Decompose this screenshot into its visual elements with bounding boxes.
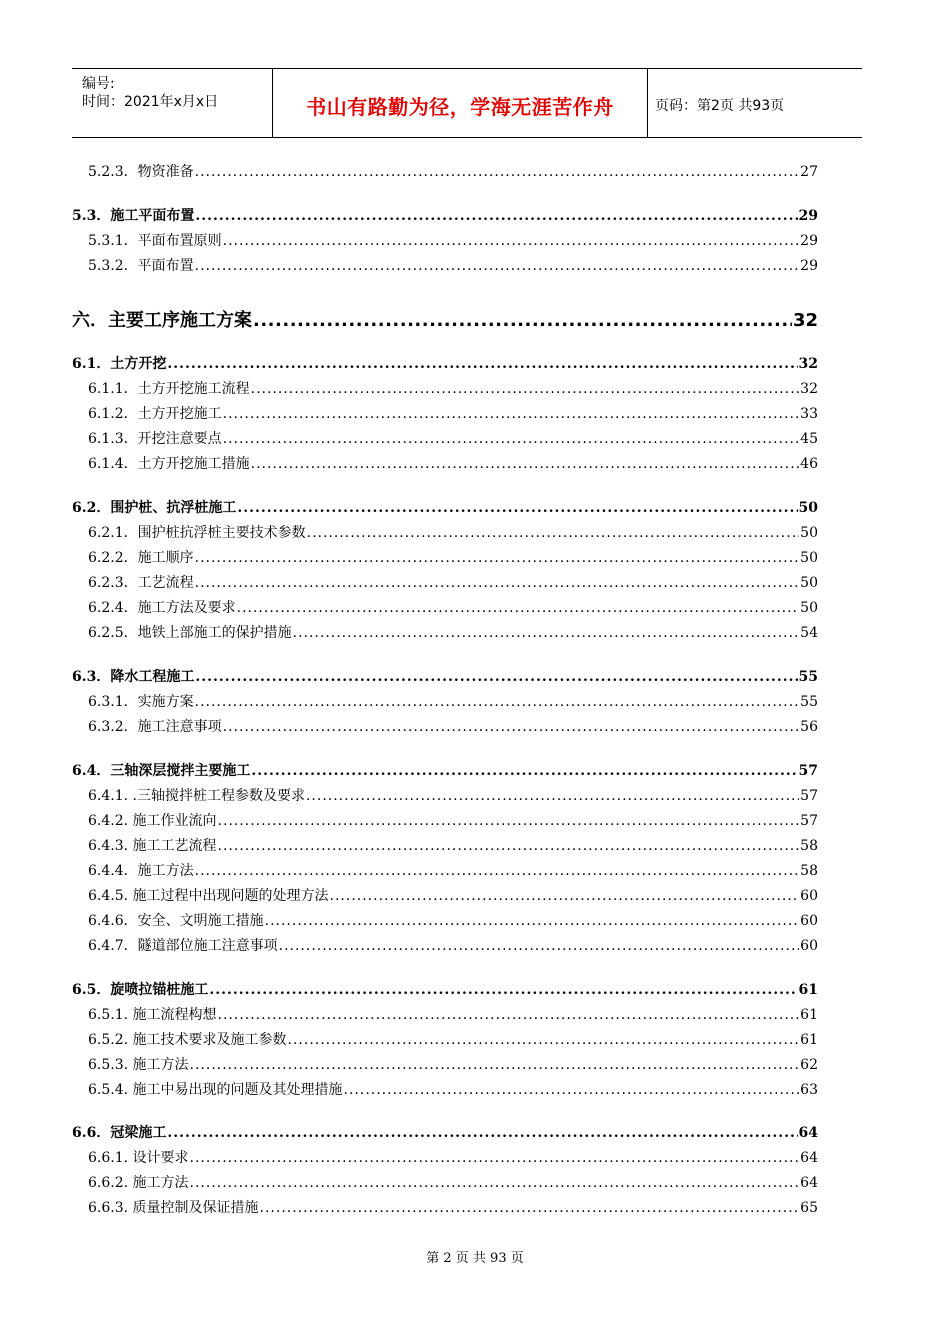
toc-leader — [344, 1082, 800, 1098]
toc-leader — [195, 694, 800, 710]
toc-leader — [190, 1150, 800, 1166]
header-motto-cell — [272, 69, 648, 137]
toc-leader — [237, 500, 797, 516]
toc-entry-label: 5.3．施工平面布置 — [72, 208, 195, 224]
toc-entry-page: 57 — [800, 813, 818, 829]
toc-leader — [251, 763, 797, 779]
toc-entry[interactable] — [72, 353, 818, 373]
toc-entry-page: 50 — [800, 575, 818, 591]
toc-entry[interactable] — [72, 760, 818, 780]
toc-chapter-entry[interactable] — [72, 306, 818, 332]
toc-entry-page: 54 — [800, 625, 818, 641]
toc-entry-page: 62 — [800, 1057, 818, 1073]
toc-entry[interactable] — [72, 666, 818, 686]
toc-entry[interactable] — [72, 205, 818, 225]
document-number-label: 编号: — [82, 76, 115, 92]
toc-leader — [195, 863, 800, 879]
toc-leader — [218, 838, 800, 854]
toc-entry[interactable] — [88, 885, 818, 905]
toc-entry[interactable] — [88, 691, 818, 711]
toc-entry[interactable] — [88, 547, 818, 567]
toc-entry[interactable] — [88, 1029, 818, 1049]
toc-entry[interactable] — [88, 1197, 818, 1217]
toc-entry-label: 6.4.2. 施工作业流向 — [88, 813, 217, 829]
toc-entry-page: 64 — [800, 1150, 818, 1166]
toc-entry-page: 27 — [800, 164, 818, 180]
toc-entry-label: 六．主要工序施工方案 — [72, 310, 252, 331]
toc-entry-page: 63 — [800, 1082, 818, 1098]
toc-entry-page: 56 — [800, 719, 818, 735]
toc-entry[interactable] — [88, 428, 818, 448]
toc-entry-label: 6.3.2．施工注意事项 — [88, 719, 222, 735]
toc-entry-label: 6.5．旋喷拉锚桩施工 — [72, 982, 209, 998]
toc-leader — [293, 625, 800, 641]
toc-entry-label: 5.2.3．物资准备 — [88, 164, 194, 180]
toc-entry[interactable] — [88, 1147, 818, 1167]
toc-entry-label: 6.2．围护桩、抗浮桩施工 — [72, 500, 237, 516]
toc-entry[interactable] — [88, 403, 818, 423]
toc-entry[interactable] — [88, 835, 818, 855]
toc-entry-page: 55 — [800, 694, 818, 710]
toc-entry[interactable] — [88, 716, 818, 736]
toc-entry[interactable] — [88, 935, 818, 955]
toc-entry-label: 6.4.3. 施工工艺流程 — [88, 838, 217, 854]
toc-entry-page: 64 — [798, 1125, 818, 1141]
toc-entry[interactable] — [88, 1079, 818, 1099]
toc-entry-label: 6.2.4．施工方法及要求 — [88, 600, 236, 616]
toc-entry[interactable] — [88, 572, 818, 592]
toc-entry-page: 60 — [800, 888, 818, 904]
toc-entry-page: 32 — [792, 310, 818, 331]
toc-entry-page: 61 — [800, 1032, 818, 1048]
header-page-code: 页码：第2页 共93页 — [655, 98, 785, 114]
toc-entry-label: 6.4.7．隧道部位施工注意事项 — [88, 938, 278, 954]
toc-leader — [265, 913, 800, 929]
toc-entry-label: 6.2.1．围护桩抗浮桩主要技术参数 — [88, 525, 306, 541]
toc-entry[interactable] — [88, 230, 818, 250]
toc-entry[interactable] — [88, 597, 818, 617]
toc-entry-page: 61 — [798, 982, 818, 998]
toc-leader — [195, 258, 800, 274]
toc-entry-page: 33 — [800, 406, 818, 422]
toc-entry-page: 61 — [800, 1007, 818, 1023]
toc-leader — [307, 525, 800, 541]
toc-entry-page: 50 — [798, 500, 818, 516]
toc-leader — [223, 233, 800, 249]
toc-entry-label: 5.3.2．平面布置 — [88, 258, 194, 274]
toc-entry-label: 6.2.5．地铁上部施工的保护措施 — [88, 625, 292, 641]
toc-entry-page: 29 — [798, 208, 818, 224]
toc-leader — [260, 1200, 800, 1216]
toc-entry-label: 6.1.1．土方开挖施工流程 — [88, 381, 250, 397]
toc-entry-label: 6.1.3．开挖注意要点 — [88, 431, 222, 447]
header-motto: 书山有路勤为径，学海无涯苦作舟 — [306, 95, 614, 119]
toc-leader — [195, 208, 797, 224]
toc-leader — [190, 1175, 800, 1191]
toc-entry-label: 6.3.1．实施方案 — [88, 694, 194, 710]
toc-entry[interactable] — [72, 497, 818, 517]
toc-entry-page: 65 — [800, 1200, 818, 1216]
header-page-cell — [647, 69, 862, 137]
toc-entry-page: 29 — [800, 258, 818, 274]
toc-leader — [195, 164, 800, 180]
toc-entry[interactable] — [88, 453, 818, 473]
document-time-label: 时间：2021年x月x日 — [82, 94, 219, 110]
header-meta — [72, 69, 272, 137]
page-header — [72, 68, 862, 138]
toc-entry-page: 58 — [800, 863, 818, 879]
toc-entry[interactable] — [72, 1122, 818, 1142]
toc-leader — [306, 788, 799, 804]
toc-entry-label: 6.5.4. 施工中易出现的问题及其处理措施 — [88, 1082, 343, 1098]
toc-entry-label: 6.5.2. 施工技术要求及施工参数 — [88, 1032, 287, 1048]
toc-entry[interactable] — [88, 1172, 818, 1192]
toc-entry-page: 50 — [800, 550, 818, 566]
toc-entry-label: 6.6.3. 质量控制及保证措施 — [88, 1200, 259, 1216]
toc-entry[interactable] — [88, 522, 818, 542]
toc-entry[interactable] — [88, 910, 818, 930]
toc-entry[interactable] — [88, 785, 818, 805]
toc-leader — [288, 1032, 800, 1048]
toc-entry-label: 6.4．三轴深层搅拌主要施工 — [72, 763, 251, 779]
toc-entry-page: 60 — [800, 938, 818, 954]
toc-entry-page: 57 — [800, 788, 818, 804]
toc-entry[interactable] — [88, 378, 818, 398]
toc-leader — [253, 310, 792, 331]
toc-leader — [195, 669, 797, 685]
toc-entry-label: 6.5.3. 施工方法 — [88, 1057, 189, 1073]
toc-entry-label: 6.4.1. .三轴搅拌桩工程参数及要求 — [88, 788, 305, 804]
toc-leader — [218, 1007, 800, 1023]
toc-entry-page: 46 — [800, 456, 818, 472]
toc-leader — [223, 431, 800, 447]
toc-entry[interactable] — [88, 622, 818, 642]
toc-entry-label: 6.4.6．安全、文明施工措施 — [88, 913, 264, 929]
toc-entry-page: 60 — [800, 913, 818, 929]
toc-entry[interactable] — [88, 1054, 818, 1074]
toc-leader — [251, 456, 800, 472]
toc-leader — [251, 381, 800, 397]
toc-leader — [218, 813, 800, 829]
toc-leader — [190, 1057, 800, 1073]
toc-entry-label: 6.4.4．施工方法 — [88, 863, 194, 879]
toc-leader — [330, 888, 800, 904]
toc-entry-label: 6.5.1. 施工流程构想 — [88, 1007, 217, 1023]
toc-entry-page: 32 — [798, 356, 818, 372]
toc-entry-label: 6.1.4．土方开挖施工措施 — [88, 456, 250, 472]
toc-leader — [279, 938, 800, 954]
toc-entry-label: 6.4.5. 施工过程中出现问题的处理方法 — [88, 888, 329, 904]
toc-leader — [195, 575, 800, 591]
toc-entry-page: 50 — [800, 525, 818, 541]
toc-entry-page: 57 — [798, 763, 818, 779]
toc-entry-label: 6.1.2．土方开挖施工 — [88, 406, 222, 422]
toc-entry[interactable] — [88, 255, 818, 275]
toc-entry[interactable] — [88, 161, 818, 181]
toc-leader — [195, 550, 800, 566]
toc-entry-label: 6.3．降水工程施工 — [72, 669, 195, 685]
toc-leader — [223, 406, 800, 422]
toc-entry-label: 6.2.2．施工顺序 — [88, 550, 194, 566]
toc-leader — [167, 356, 797, 372]
toc-entry-page: 64 — [800, 1175, 818, 1191]
toc-entry-page: 29 — [800, 233, 818, 249]
toc-entry-label: 6.1．土方开挖 — [72, 356, 167, 372]
toc-leader — [209, 982, 797, 998]
page-footer: 第 2 页 共 93 页 — [426, 1251, 524, 1266]
toc-entry-label: 6.6.2. 施工方法 — [88, 1175, 189, 1191]
toc-entry-label: 6.6．冠梁施工 — [72, 1125, 167, 1141]
toc-entry[interactable] — [88, 810, 818, 830]
toc-entry[interactable] — [72, 979, 818, 999]
toc-entry[interactable] — [88, 1004, 818, 1024]
toc-entry-page: 32 — [800, 381, 818, 397]
toc-entry-page: 45 — [800, 431, 818, 447]
toc-entry-page: 55 — [798, 669, 818, 685]
toc-leader — [237, 600, 800, 616]
toc-entry-label: 5.3.1．平面布置原则 — [88, 233, 222, 249]
toc-entry-label: 6.2.3．工艺流程 — [88, 575, 194, 591]
toc-leader — [223, 719, 800, 735]
toc-entry-label: 6.6.1. 设计要求 — [88, 1150, 189, 1166]
toc-leader — [167, 1125, 797, 1141]
toc-entry[interactable] — [88, 860, 818, 880]
toc-entry-page: 50 — [800, 600, 818, 616]
toc-entry-page: 58 — [800, 838, 818, 854]
